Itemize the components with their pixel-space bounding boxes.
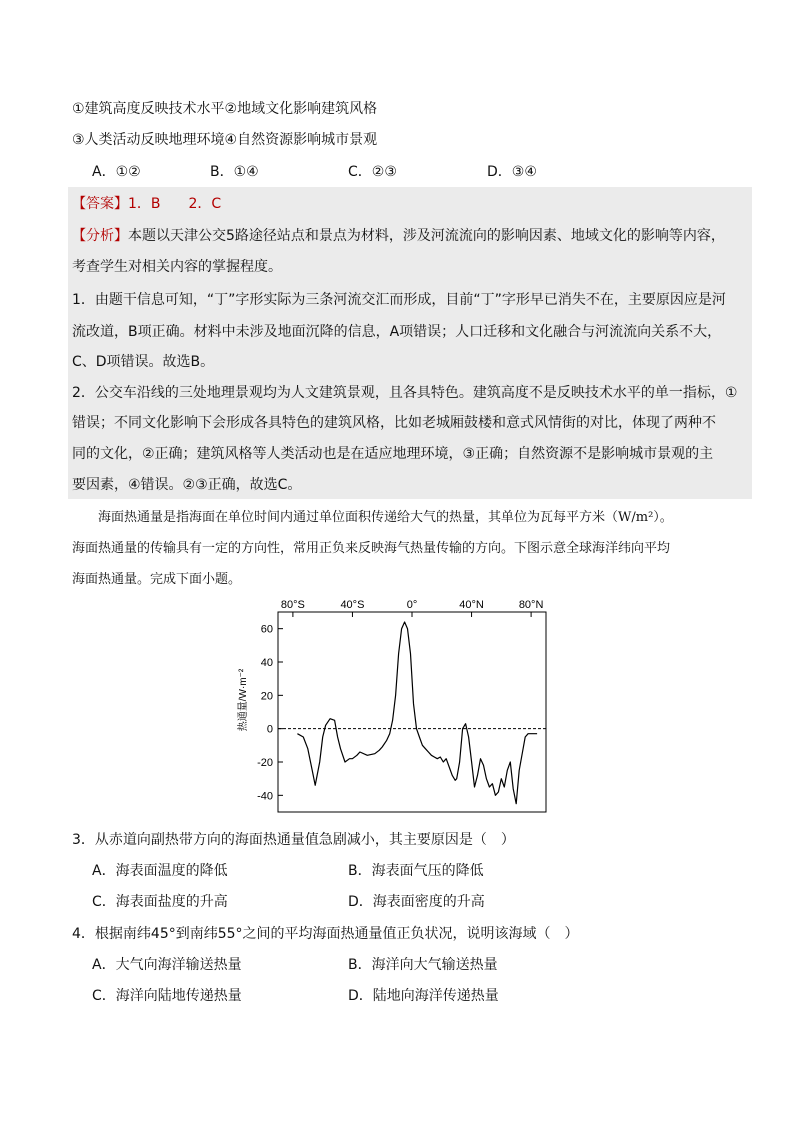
q2-explain-line-4: 要因素，④错误。②③正确，故选C。 bbox=[72, 477, 302, 493]
q1-explain-line-3: C、D项错误。故选B。 bbox=[72, 354, 215, 370]
q3-option-b: B．海表面气压的降低 bbox=[348, 863, 484, 879]
y-axis-label: 热通量/W·m⁻² bbox=[238, 668, 249, 732]
q4-option-c: C．海洋向陆地传递热量 bbox=[92, 988, 242, 1004]
q3-option-d: D．海表面密度的升高 bbox=[348, 894, 485, 910]
passage-line-3: 海面热通量。完成下面小题。 bbox=[72, 572, 242, 587]
analysis-tag: 【分析】 bbox=[72, 228, 128, 244]
y-tick-label: 60 bbox=[260, 623, 273, 636]
q4-option-a: A．大气向海洋输送热量 bbox=[92, 957, 242, 973]
option-d: D．③④ bbox=[487, 164, 537, 180]
question-4-stem: 4．根据南纬45°到南纬55°之间的平均海面热通量值正负状况，说明该海域（ ） bbox=[72, 926, 579, 942]
q1-explain-line-1: 1．由题干信息可知，“丁”字形实际为三条河流交汇而形成，目前“丁”字形早已消失不在，主要原因应是河 bbox=[72, 292, 726, 308]
q4-option-b: B．海洋向大气输送热量 bbox=[348, 957, 498, 973]
analysis-text-1: 本题以天津公交5路途径站点和景点为材料，涉及河流流向的影响因素、地域文化的影响等内容， bbox=[128, 228, 725, 244]
q2-options bbox=[92, 162, 652, 182]
answer-tag: 【答案】 bbox=[72, 196, 128, 212]
question-4-options bbox=[92, 955, 652, 975]
q1-explain-line-2: 流改道，B项正确。材料中未涉及地面沉降的信息，A项错误；人口迁移和文化融合与河流流向关系不大， bbox=[72, 324, 722, 340]
analysis-line-2: 考查学生对相关内容的掌握程度。 bbox=[72, 259, 282, 275]
y-tick-label: 40 bbox=[260, 657, 273, 669]
passage-line-1: 海面热通量是指海面在单位时间内通过单位面积传递给大气的热量，其单位为瓦每平方米（W/m²）。 bbox=[72, 510, 673, 525]
question-3-options bbox=[92, 861, 652, 881]
y-tick-label: 0 bbox=[266, 723, 273, 736]
statement-line-1: ①建筑高度反映技术水平②地域文化影响建筑风格 bbox=[72, 101, 378, 117]
y-tick-label: 20 bbox=[260, 690, 273, 703]
x-tick-label: 40°S bbox=[340, 599, 365, 611]
heat-flux-chart bbox=[236, 592, 556, 818]
x-tick-label: 80°N bbox=[518, 599, 544, 611]
y-tick-label: -40 bbox=[257, 790, 273, 803]
y-tick-label: -20 bbox=[257, 757, 273, 769]
x-tick-label: 40°N bbox=[459, 599, 484, 611]
q4-option-d: D．陆地向海洋传递热量 bbox=[348, 988, 499, 1004]
q3-option-c: C．海表面盐度的升高 bbox=[92, 894, 228, 910]
analysis-line-1 bbox=[72, 226, 725, 246]
question-3-stem: 3．从赤道向副热带方向的海面热通量值急剧减小，其主要原因是（ ） bbox=[72, 832, 515, 848]
statement-line-2: ③人类活动反映地理环境④自然资源影响城市景观 bbox=[72, 132, 378, 148]
q2-explain-line-3: 同的文化，②正确；建筑风格等人类活动也是在适应地理环境，③正确；自然资源不是影响城市景观的主 bbox=[72, 446, 714, 462]
question-4-options-2 bbox=[92, 986, 652, 1006]
heat-flux-line bbox=[297, 622, 537, 804]
x-tick-label: 80°S bbox=[280, 599, 305, 611]
option-b: B．①④ bbox=[210, 164, 259, 180]
option-a: A．①② bbox=[92, 164, 141, 180]
q3-option-a: A．海表面温度的降低 bbox=[92, 863, 228, 879]
q2-explain-line-1: 2．公交车沿线的三处地理景观均为人文建筑景观，且各具特色。建筑高度不是反映技术水平的单一指标，① bbox=[72, 385, 738, 401]
answer-text: 1．B 2．C bbox=[128, 196, 222, 212]
option-c: C．②③ bbox=[348, 164, 397, 180]
question-3-options-2 bbox=[92, 892, 652, 912]
x-tick-label: 0° bbox=[406, 599, 418, 611]
q2-explain-line-2: 错误；不同文化影响下会形成各具特色的建筑风格，比如老城厢鼓楼和意式风情街的对比，体现了两种不 bbox=[72, 415, 716, 431]
passage-line-2: 海面热通量的传输具有一定的方向性，常用正负来反映海气热量传输的方向。下图示意全球海洋纬向平均 bbox=[72, 541, 671, 556]
answer-line bbox=[72, 194, 221, 214]
